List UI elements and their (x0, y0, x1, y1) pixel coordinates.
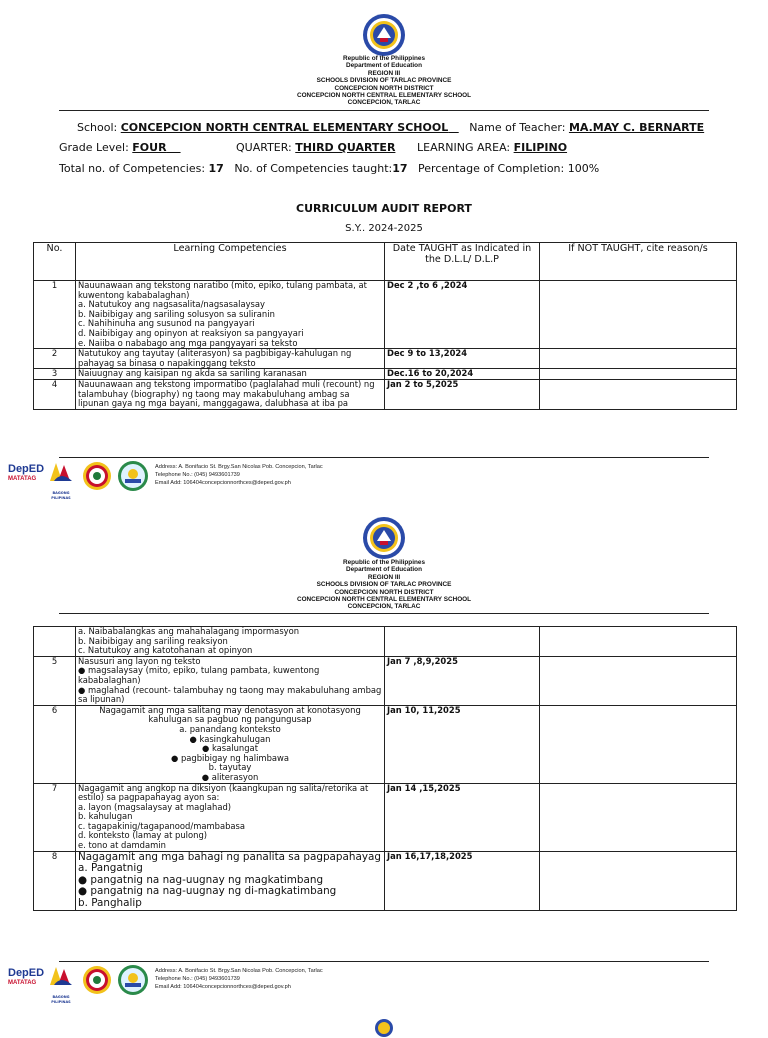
table-row (34, 851, 737, 910)
footer-divider (59, 961, 709, 962)
letterhead-line: REGION III (367, 69, 401, 77)
letterhead-line: CONCEPCION NORTH CENTRAL ELEMENTARY SCHOOL (296, 92, 472, 100)
row-competency (76, 281, 385, 349)
competency-line: b. kahulugan (78, 811, 133, 822)
footer (0, 963, 768, 1003)
competency-line: Nasusuri ang layon ng teksto (78, 655, 201, 666)
footer-address (155, 463, 323, 487)
quarter-value: THIRD QUARTER (295, 141, 396, 154)
area-label: LEARNING AREA: (417, 141, 511, 154)
competency-line: b. Naibibigay ang sariling reaksiyon (78, 635, 228, 646)
row-reason (540, 851, 737, 910)
row-no: 2 (34, 349, 76, 369)
competency-line: ● kasingkahulugan (189, 733, 271, 744)
school-label: School: (77, 121, 118, 134)
deped-seal-icon (374, 1018, 394, 1038)
quarter-row (236, 141, 395, 154)
competency-line: d. konteksto (lamay at pulong) (78, 830, 208, 841)
deped-logo-icon (8, 967, 45, 987)
letterhead-line: CONCEPCION NORTH DISTRICT (334, 84, 434, 92)
competency-line: a. layon (magsalaysay at maglahad) (78, 801, 232, 812)
letterhead-line: Department of Education (346, 62, 422, 70)
competency-line: ● pangatnig na nag-uugnay ng di-magkatimbang (78, 885, 337, 898)
row-date: Dec.16 to 20,2024 (385, 369, 540, 380)
matatag-logo-text: MATATAG (8, 476, 37, 482)
footer-address (155, 967, 323, 991)
competency-line: Nauunawaan ang tekstong naratibo (mito, epiko, tulang pambata, at kuwentong kababalaghan) (78, 280, 367, 300)
row-no: 1 (34, 281, 76, 349)
total-label: Total no. of Competencies: (59, 162, 206, 175)
competency-line: b. tayutay (208, 762, 252, 773)
row-date: Jan 2 to 5,2025 (385, 379, 540, 409)
row-reason (540, 379, 737, 409)
letterhead-line: CONCEPCION NORTH DISTRICT (334, 588, 434, 596)
competency-line: a. Naibabalangkas ang mahahalagang impormasyon (78, 626, 300, 636)
row-reason (540, 369, 737, 380)
divider (59, 110, 709, 111)
email-line: Email Add: 106404concepcionnorthces@deped.gov.ph (155, 480, 291, 486)
page-1 (0, 0, 768, 500)
letterhead-line: REGION III (367, 573, 401, 581)
row-reason (540, 783, 737, 851)
district-seal-icon (82, 461, 112, 491)
row-date: Dec 2 ,to 6 ,2024 (385, 281, 540, 349)
competency-line: Nagagamit ang mga bahagi ng panalita sa pagpapahayag (78, 850, 381, 863)
row-competency (76, 783, 385, 851)
letterhead (0, 559, 768, 611)
table-row (34, 281, 737, 349)
footer-divider (59, 457, 709, 458)
deped-logo-text: DepED (8, 463, 45, 475)
row-competency (76, 627, 385, 657)
competency-line: ● maglahad (recount- talambuhay ng taong may makabuluhang ambag sa lipunan) (78, 684, 382, 705)
competency-line: ● aliterasyon (201, 771, 259, 782)
deped-seal-icon (362, 13, 406, 57)
competency-line: a. Natutukoy ang nagsasalita/nagsasalaysay (78, 299, 266, 310)
competency-line: b. Panghalip (78, 897, 142, 910)
competency-line: ● pangatnig na nag-uugnay ng magkatimbang (78, 873, 324, 886)
telephone-line: Telephone No.: (045) 9493601739 (155, 472, 240, 478)
table-header-row (34, 243, 737, 281)
grade-label: Grade Level: (59, 141, 129, 154)
row-reason (540, 705, 737, 783)
competency-line: a. Pangatnig (78, 862, 143, 875)
competency-line: c. tagapakinig/tagapanood/mambabasa (78, 820, 246, 831)
matatag-logo-text: MATATAG (8, 980, 37, 986)
school-row (77, 121, 704, 134)
quarter-label: QUARTER: (236, 141, 292, 154)
address-line: Address: A. Bonifacio St. Brgy.San Nicolas Pob. Concepcion, Tarlac (155, 968, 323, 974)
letterhead-line: Department of Education (346, 566, 422, 574)
row-reason (540, 627, 737, 657)
bagong-pilipinas-icon (44, 459, 78, 500)
letterhead-line: CONCEPCION, TARLAC (347, 99, 421, 107)
row-no: 5 (34, 656, 76, 705)
competency-line: c. Natutukoy ang katotohanan at opinyon (78, 645, 253, 656)
table-row (34, 627, 737, 657)
row-no: 7 (34, 783, 76, 851)
audit-table-page1 (33, 242, 737, 410)
taught-value: 17 (392, 162, 408, 175)
letterhead (0, 55, 768, 107)
row-competency (76, 851, 385, 910)
audit-table-page2 (33, 626, 737, 911)
row-date (385, 627, 540, 657)
completion-value: 100% (567, 162, 600, 175)
table-row (34, 379, 737, 409)
footer (0, 459, 768, 499)
grade-row (59, 141, 181, 154)
letterhead-line: CONCEPCION NORTH CENTRAL ELEMENTARY SCHOOL (296, 596, 472, 604)
table-row (34, 369, 737, 380)
taught-label: No. of Competencies taught: (234, 162, 393, 175)
row-no: 8 (34, 851, 76, 910)
competency-line: Nagagamit ang angkop na diksiyon (kaangkupan ng salita/retorika at estilo) sa pagpapahayag ayon sa: (78, 782, 369, 803)
area-row (417, 141, 567, 154)
bagong-logo-text: BAGONG PILIPINAS (51, 995, 71, 1004)
row-competency: Nauunawaan ang tekstong impormatibo (paglalahad muli (recount) ng talambuhay (biography) ng taong may makabuluhang ambag sa lipunan gaya ng mga bayani, manggagawa, dalubhasa at iba pa (76, 379, 385, 409)
competency-line: ● pagbibigay ng halimbawa (170, 752, 290, 763)
row-reason (540, 281, 737, 349)
competency-line: c. Nahihinuha ang susunod na pangyayari (78, 318, 255, 329)
table-row (34, 783, 737, 851)
grade-value: FOUR (132, 141, 167, 154)
competency-line: e. Naiiba o nababago ang mga pangyayari sa teksto (78, 337, 298, 348)
area-value: FILIPINO (513, 141, 568, 154)
row-date: Jan 16,17,18,2025 (385, 851, 540, 910)
address-line: Address: A. Bonifacio St. Brgy.San Nicolas Pob. Concepcion, Tarlac (155, 464, 323, 470)
district-seal-icon (82, 965, 112, 995)
row-reason (540, 349, 737, 369)
table-row (34, 656, 737, 705)
row-no: 3 (34, 369, 76, 380)
row-competency: Natutukoy ang tayutay (aliterasyon) sa pagbibigay-kahulugan ng pahayag sa binasa o napakinggang teksto (76, 349, 385, 369)
school-value: CONCEPCION NORTH CENTRAL ELEMENTARY SCHOOL (120, 121, 449, 134)
competency-line: Nagagamit ang mga salitang may denotasyon at konotasyong kahulugan sa pagbuo ng pangungusap (99, 704, 361, 725)
row-no (34, 627, 76, 657)
letterhead-line: Republic of the Philippines (342, 559, 426, 566)
completion-label: Percentage of Completion: (418, 162, 565, 175)
row-competency (76, 656, 385, 705)
competency-line: ● kasalungat (202, 743, 258, 754)
divider (59, 613, 709, 614)
letterhead-line: Republic of the Philippines (342, 55, 426, 62)
row-date: Jan 7 ,8,9,2025 (385, 656, 540, 705)
header-no: No. (34, 243, 76, 281)
competency-line: ● magsalaysay (mito, epiko, tulang pambata, kuwentong kababalaghan) (78, 665, 320, 685)
competency-line: a. panandang konteksto (179, 723, 281, 734)
row-date: Jan 14 ,15,2025 (385, 783, 540, 851)
competency-line: e. tono at damdamin (78, 840, 166, 851)
row-date: Dec 9 to 13,2024 (385, 349, 540, 369)
table-row (34, 349, 737, 369)
report-title: CURRICULUM AUDIT REPORT (296, 202, 472, 215)
header-date: Date TAUGHT as Indicated in the D.L.L/ D.L.P (385, 243, 540, 281)
row-competency (76, 705, 385, 783)
school-seal-icon (117, 460, 149, 492)
row-no: 4 (34, 379, 76, 409)
bagong-logo-text: BAGONG PILIPINAS (51, 491, 71, 500)
row-competency: Naiuugnay ang kaisipan ng akda sa sariling karanasan (76, 369, 385, 380)
school-seal-icon (117, 964, 149, 996)
header-reason: If NOT TAUGHT, cite reason/s (540, 243, 737, 281)
row-no: 6 (34, 705, 76, 783)
bagong-pilipinas-icon (44, 963, 78, 1004)
deped-logo-icon (8, 463, 45, 483)
page-2 (0, 508, 768, 1024)
header-competencies: Learning Competencies (76, 243, 385, 281)
deped-seal-icon (362, 516, 406, 560)
telephone-line: Telephone No.: (045) 9493601739 (155, 976, 240, 982)
table-row (34, 705, 737, 783)
letterhead-line: CONCEPCION, TARLAC (347, 603, 421, 611)
school-year: S.Y.. 2024-2025 (345, 223, 423, 234)
row-reason (540, 656, 737, 705)
totals-row (59, 162, 599, 175)
total-value: 17 (208, 162, 224, 175)
competency-line: b. Naibibigay ang sariling solusyon sa suliranin (78, 308, 275, 319)
teacher-value: MA.MAY C. BERNARTE (568, 121, 705, 134)
row-date: Jan 10, 11,2025 (385, 705, 540, 783)
email-line: Email Add: 106404concepcionnorthces@deped.gov.ph (155, 984, 291, 990)
letterhead-line: SCHOOLS DIVISION OF TARLAC PROVINCE (316, 77, 452, 85)
competency-line: d. Naibibigay ang opinyon at reaksiyon sa pangyayari (78, 327, 304, 338)
deped-logo-text: DepED (8, 967, 45, 979)
teacher-label: Name of Teacher: (469, 121, 566, 134)
letterhead-line: SCHOOLS DIVISION OF TARLAC PROVINCE (316, 581, 452, 589)
